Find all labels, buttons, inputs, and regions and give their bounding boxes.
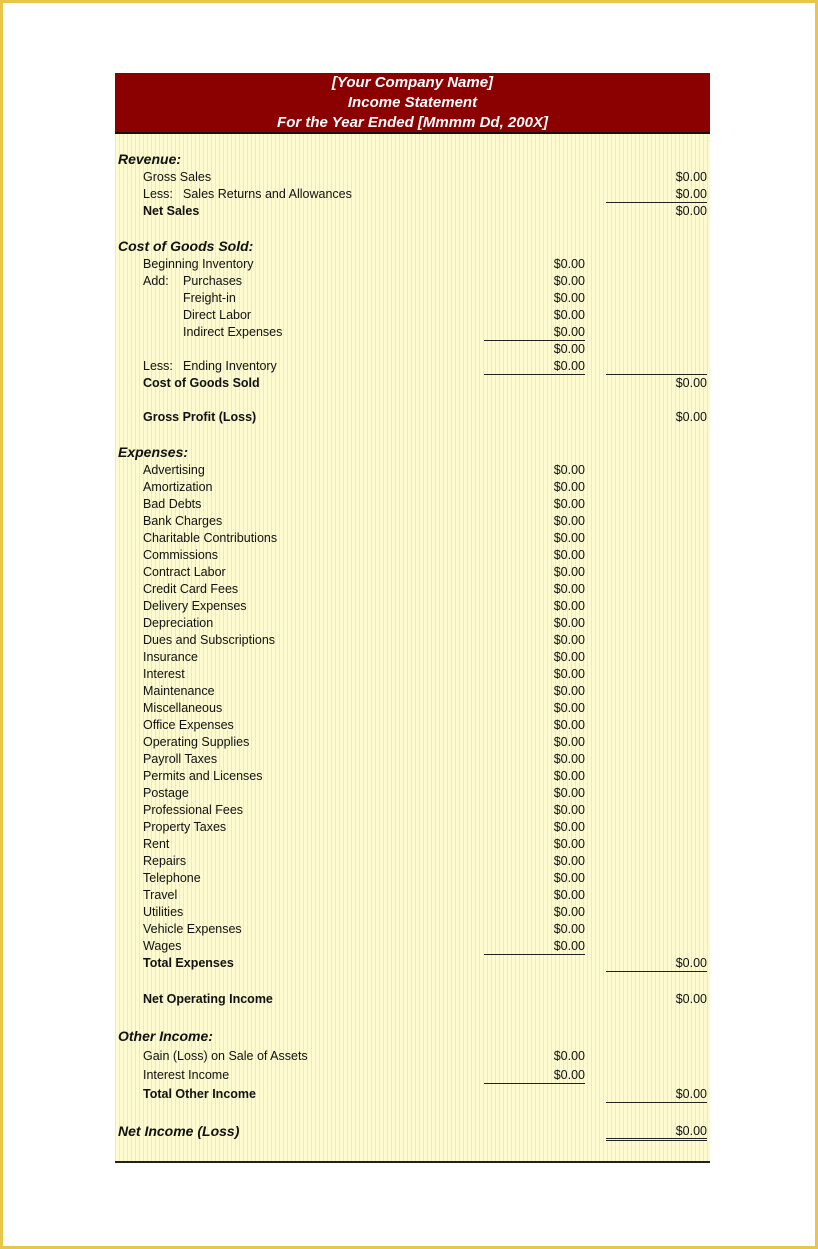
row-label: Dues and Subscriptions [143, 633, 276, 647]
row-label: Postage [143, 786, 189, 800]
row-value: $0.00 [553, 565, 585, 579]
row-prefix: Less: [143, 187, 173, 201]
row-value: $0.00 [553, 497, 585, 511]
row-label: Operating Supplies [143, 735, 250, 749]
row-value: $0.00 [553, 820, 585, 834]
row-label: Direct Labor [183, 308, 252, 322]
row-label: Purchases [183, 274, 243, 288]
expense-row [115, 632, 710, 649]
indirect-expenses-row [115, 324, 710, 341]
row-value: $0.00 [553, 888, 585, 902]
row-value: $0.00 [553, 514, 585, 528]
row-value: $0.00 [553, 548, 585, 562]
expense-row [115, 717, 710, 734]
ending-inventory-row [115, 358, 710, 375]
expense-row [115, 734, 710, 751]
row-value: $0.00 [553, 854, 585, 868]
row-label: Beginning Inventory [143, 257, 254, 271]
statement-period: For the Year Ended [Mmmm Dd, 200X] [277, 114, 548, 131]
row-label: Interest [143, 667, 185, 681]
interest-income-row [115, 1067, 710, 1084]
row-value: $0.00 [553, 633, 585, 647]
statement-header [115, 73, 710, 134]
row-value: $0.00 [553, 922, 585, 936]
expense-row [115, 802, 710, 819]
other-income-heading-row [115, 1028, 710, 1045]
row-value: $0.00 [553, 803, 585, 817]
row-label: Freight-in [183, 291, 236, 305]
row-value: $0.00 [553, 274, 585, 288]
expense-row [115, 479, 710, 496]
sales-returns-row [115, 186, 710, 203]
row-label: Professional Fees [143, 803, 244, 817]
row-value: $0.00 [553, 463, 585, 477]
expense-row [115, 581, 710, 598]
row-label: Total Other Income [143, 1087, 256, 1101]
section-heading: Cost of Goods Sold: [118, 238, 254, 254]
row-label: Gross Sales [143, 170, 212, 184]
row-label: Wages [143, 939, 182, 953]
expense-row [115, 462, 710, 479]
row-value: $0.00 [553, 735, 585, 749]
expense-row [115, 887, 710, 904]
expense-row [115, 921, 710, 938]
row-label: Rent [143, 837, 170, 851]
expense-row [115, 547, 710, 564]
expense-row [115, 649, 710, 666]
row-label: Net Sales [143, 204, 200, 218]
expense-row [115, 751, 710, 768]
row-label: Sales Returns and Allowances [183, 187, 352, 201]
row-value: $0.00 [606, 1086, 707, 1103]
row-value: $0.00 [553, 871, 585, 885]
expense-row [115, 513, 710, 530]
section-heading: Revenue: [118, 151, 182, 167]
row-value: $0.00 [675, 170, 707, 184]
row-value: $0.00 [675, 204, 707, 218]
row-label: Miscellaneous [143, 701, 223, 715]
beginning-inventory-row [115, 256, 710, 273]
row-label: Amortization [143, 480, 213, 494]
row-value: $0.00 [553, 599, 585, 613]
row-label: Utilities [143, 905, 184, 919]
expense-row [115, 683, 710, 700]
row-value: $0.00 [553, 291, 585, 305]
row-label: Delivery Expenses [143, 599, 247, 613]
row-label: Office Expenses [143, 718, 234, 732]
row-value: $0.00 [675, 410, 707, 424]
net-operating-income-row [115, 991, 710, 1008]
row-value: $0.00 [553, 480, 585, 494]
total-expenses-row [115, 955, 710, 972]
income-statement-sheet [115, 73, 710, 1163]
row-label: Indirect Expenses [183, 325, 283, 339]
gross-profit-row [115, 409, 710, 426]
row-value: $0.00 [553, 718, 585, 732]
expense-row [115, 564, 710, 581]
net-income-row [115, 1123, 710, 1140]
row-label: Payroll Taxes [143, 752, 218, 766]
revenue-heading-row [115, 151, 710, 168]
row-value: $0.00 [553, 769, 585, 783]
row-value: $0.00 [484, 938, 585, 955]
direct-labor-row [115, 307, 710, 324]
expense-row [115, 836, 710, 853]
row-label: Contract Labor [143, 565, 226, 579]
row-label: Vehicle Expenses [143, 922, 242, 936]
row-label: Gain (Loss) on Sale of Assets [143, 1049, 308, 1063]
cogs-subtotal-row [115, 341, 710, 358]
expense-row [115, 496, 710, 513]
expense-row [115, 666, 710, 683]
gain-loss-row [115, 1048, 710, 1065]
net-sales-row [115, 203, 710, 220]
row-value: $0.00 [553, 905, 585, 919]
gross-sales-row [115, 169, 710, 186]
row-value: $0.00 [606, 1123, 707, 1141]
row-label: Bad Debts [143, 497, 202, 511]
row-prefix: Less: [143, 359, 173, 373]
expense-row [115, 819, 710, 836]
row-value: $0.00 [484, 1067, 585, 1084]
purchases-row [115, 273, 710, 290]
row-value: $0.00 [553, 616, 585, 630]
expense-row [115, 768, 710, 785]
row-label: Maintenance [143, 684, 215, 698]
expense-row [115, 785, 710, 802]
row-value: $0.00 [553, 701, 585, 715]
row-label: Gross Profit (Loss) [143, 410, 257, 424]
row-label: Credit Card Fees [143, 582, 239, 596]
cogs-heading-row [115, 238, 710, 255]
row-value: $0.00 [553, 667, 585, 681]
row-value: $0.00 [484, 358, 585, 375]
expense-row [115, 938, 710, 955]
row-value: $0.00 [553, 257, 585, 271]
row-value: $0.00 [553, 582, 585, 596]
row-value: $0.00 [606, 374, 707, 392]
expense-row [115, 530, 710, 547]
total-other-income-row [115, 1086, 710, 1103]
row-label: Telephone [143, 871, 201, 885]
row-label: Property Taxes [143, 820, 227, 834]
row-value: $0.00 [553, 342, 585, 356]
row-label: Ending Inventory [183, 359, 277, 373]
row-label: Advertising [143, 463, 205, 477]
row-label: Total Expenses [143, 956, 234, 970]
row-label: Cost of Goods Sold [143, 376, 260, 390]
expense-row [115, 615, 710, 632]
row-label: Charitable Contributions [143, 531, 278, 545]
expense-row [115, 870, 710, 887]
row-label: Commissions [143, 548, 219, 562]
expense-row [115, 700, 710, 717]
row-label: Depreciation [143, 616, 214, 630]
row-label: Interest Income [143, 1068, 230, 1082]
row-label: Net Income (Loss) [118, 1123, 240, 1139]
row-prefix: Add: [143, 274, 169, 288]
row-label: Repairs [143, 854, 187, 868]
expense-row [115, 598, 710, 615]
statement-title: Income Statement [347, 94, 478, 111]
section-heading: Expenses: [118, 444, 189, 460]
section-heading: Other Income: [118, 1028, 213, 1044]
row-label: Travel [143, 888, 178, 902]
expense-row [115, 853, 710, 870]
row-value: $0.00 [553, 308, 585, 322]
expenses-heading-row [115, 444, 710, 461]
row-value: $0.00 [675, 992, 707, 1006]
cogs-total-row [115, 375, 710, 392]
row-value: $0.00 [553, 1049, 585, 1063]
expense-row [115, 904, 710, 921]
row-value: $0.00 [553, 650, 585, 664]
row-value: $0.00 [553, 752, 585, 766]
row-value: $0.00 [606, 186, 707, 203]
row-label: Insurance [143, 650, 198, 664]
row-label: Permits and Licenses [143, 769, 263, 783]
row-value: $0.00 [484, 324, 585, 341]
row-value: $0.00 [606, 955, 707, 972]
row-value: $0.00 [553, 837, 585, 851]
row-value: $0.00 [553, 684, 585, 698]
row-value: $0.00 [553, 786, 585, 800]
company-name: [Your Company Name] [331, 74, 494, 91]
row-value: $0.00 [553, 531, 585, 545]
row-label: Net Operating Income [143, 992, 273, 1006]
freight-in-row [115, 290, 710, 307]
row-label: Bank Charges [143, 514, 223, 528]
